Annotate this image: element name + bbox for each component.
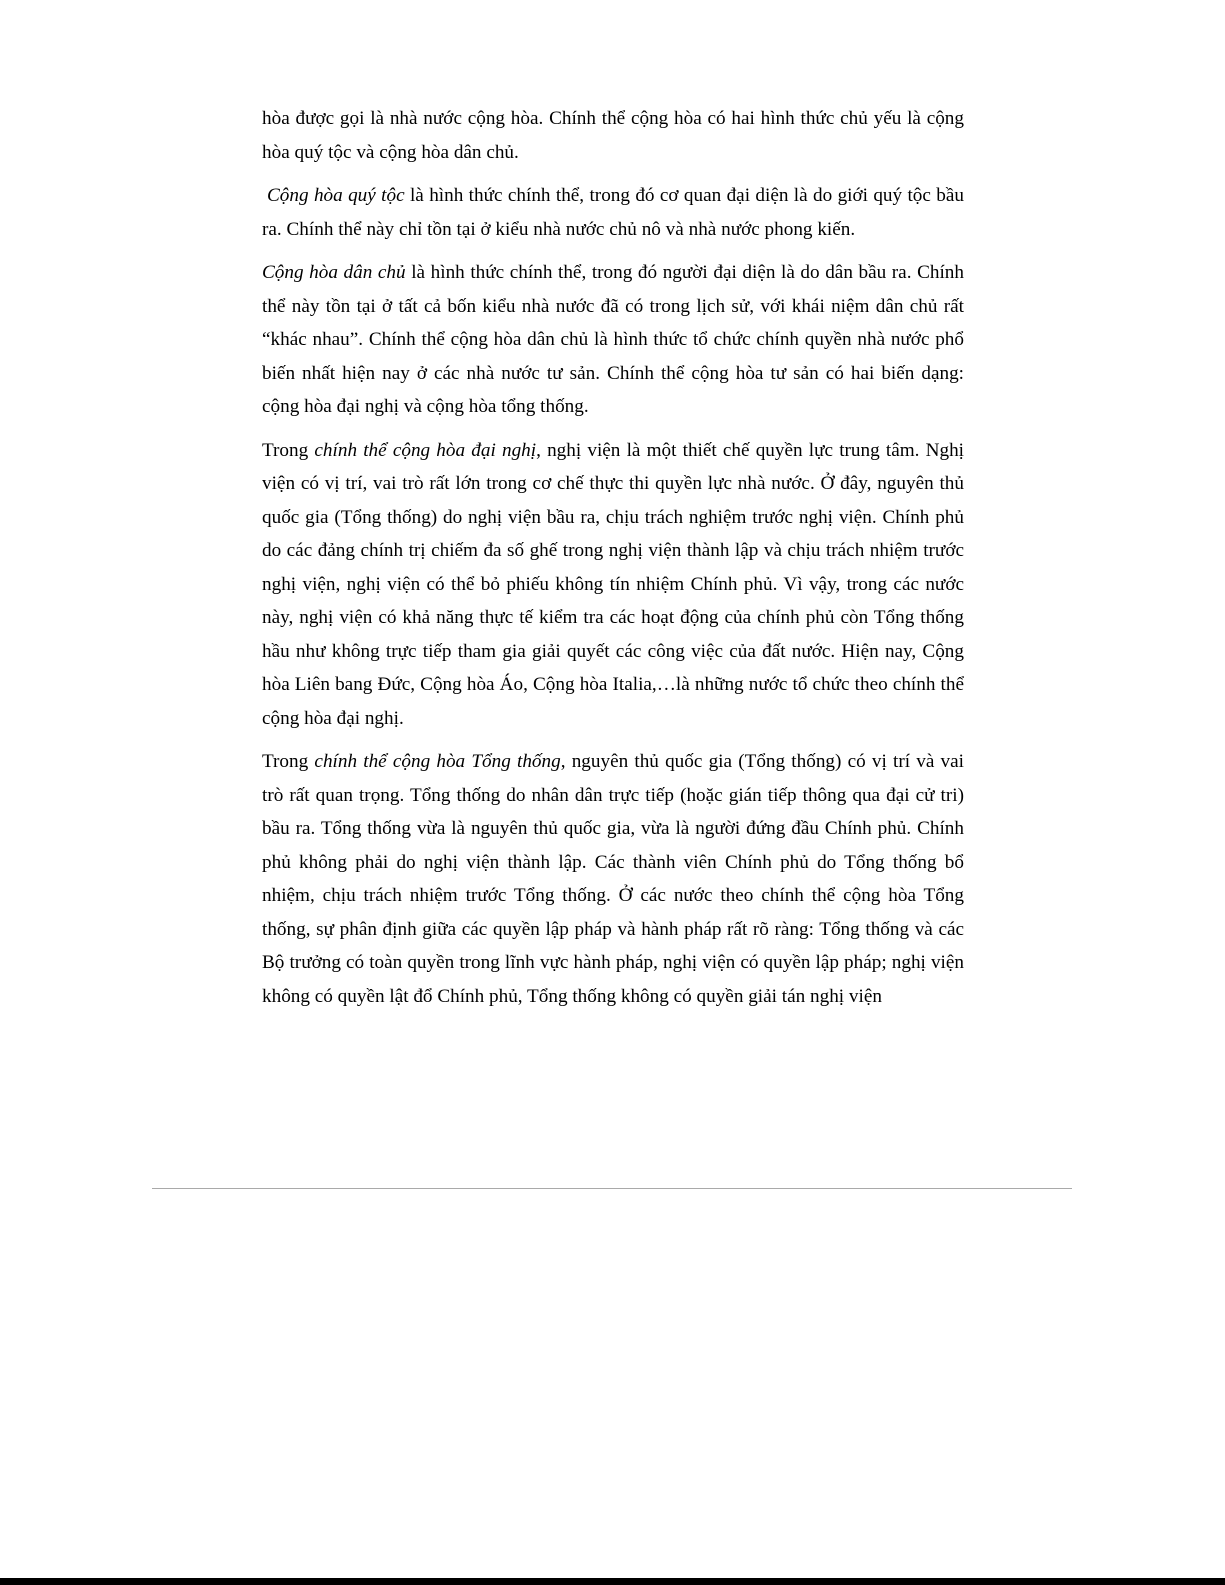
document-body <box>262 102 964 1023</box>
paragraph-text: hòa được gọi là nhà nước cộng hòa. Chính thể cộng hòa có hai hình thức chủ yếu là cộng hòa quý tộc và cộng hòa dân chủ. <box>262 108 964 163</box>
paragraph-aristocratic-republic <box>262 179 964 246</box>
paragraph-lead: Trong <box>262 751 315 772</box>
page-bottom-edge <box>0 1578 1225 1585</box>
term-parliamentary-republic: chính thể cộng hòa đại nghị <box>314 439 537 461</box>
paragraph-democratic-republic <box>262 256 964 424</box>
paragraph-presidential-republic <box>262 745 964 1013</box>
page-footer-divider <box>152 1188 1072 1189</box>
term-democratic-republic: Cộng hòa dân chủ <box>262 262 406 283</box>
term-presidential-republic: chính thể cộng hòa Tổng thống <box>314 751 561 772</box>
paragraph-text: là hình thức chính thể, trong đó người đại diện là do dân bầu ra. Chính thể này tồn tại ở tất cả bốn kiểu nhà nước đã có trong lịch sử, với khái niệm dân chủ rất “khác nhau”. Chính thể cộng hòa dân chủ là hình thức tổ chức chính quyền nhà nước phổ biến nhất hiện nay ở các nhà nước tư sản. Chính thể cộng hòa tư sản có hai biến dạng: cộng hòa đại nghị và cộng hòa tổng thống. <box>262 262 964 417</box>
term-aristocratic-republic: Cộng hòa quý tộc <box>267 185 405 206</box>
paragraph-text: , nguyên thủ quốc gia (Tổng thống) có vị trí và vai trò rất quan trọng. Tổng thống do nhân dân trực tiếp (hoặc gián tiếp thông qua đại cử tri) bầu ra. Tổng thống vừa là nguyên thủ quốc gia, vừa là người đứng đầu Chính phủ. Chính phủ không phải do nghị viện thành lập. Các thành viên Chính phủ do Tổng thống bổ nhiệm, chịu trách nhiệm trước Tổng thống. Ở các nước theo chính thể cộng hòa Tổng thống, sự phân định giữa các quyền lập pháp và hành pháp rất rõ ràng: Tổng thống và các Bộ trưởng có toàn quyền trong lĩnh vực hành pháp, nghị viện có quyền lập pháp; nghị viện không có quyền lật đổ Chính phủ, Tổng thống không có quyền giải tán nghị viện <box>262 751 964 1007</box>
paragraph-text: là hình thức chính thể, trong đó cơ quan đại diện là do giới quý tộc bầu ra. Chính thể này chỉ tồn tại ở kiểu nhà nước chủ nô và nhà nước phong kiến. <box>262 185 964 240</box>
paragraph-parliamentary-republic <box>262 434 964 736</box>
paragraph-lead: Trong <box>262 439 315 461</box>
paragraph-text: , nghị viện là một thiết chế quyền lực trung tâm. Nghị viện có vị trí, vai trò rất lớn trong cơ chế thực thi quyền lực nhà nước. Ở đây, nguyên thủ quốc gia (Tổng thống) do nghị viện bầu ra, chịu trách nghiệm trước nghị viện. Chính phủ do các đảng chính trị chiếm đa số ghế trong nghị viện thành lập và chịu trách nhiệm trước nghị viện, nghị viện có thể bỏ phiếu không tín nhiệm Chính phủ. Vì vậy, trong các nước này, nghị viện có khả năng thực tế kiểm tra các hoạt động của chính phủ còn Tổng thống hầu như không trực tiếp tham gia giải quyết các công việc của đất nước. Hiện nay, Cộng hòa Liên bang Đức, Cộng hòa Áo, Cộng hòa Italia,…là những nước tổ chức theo chính thể cộng hòa đại nghị. <box>262 439 965 729</box>
paragraph-intro <box>262 102 964 169</box>
